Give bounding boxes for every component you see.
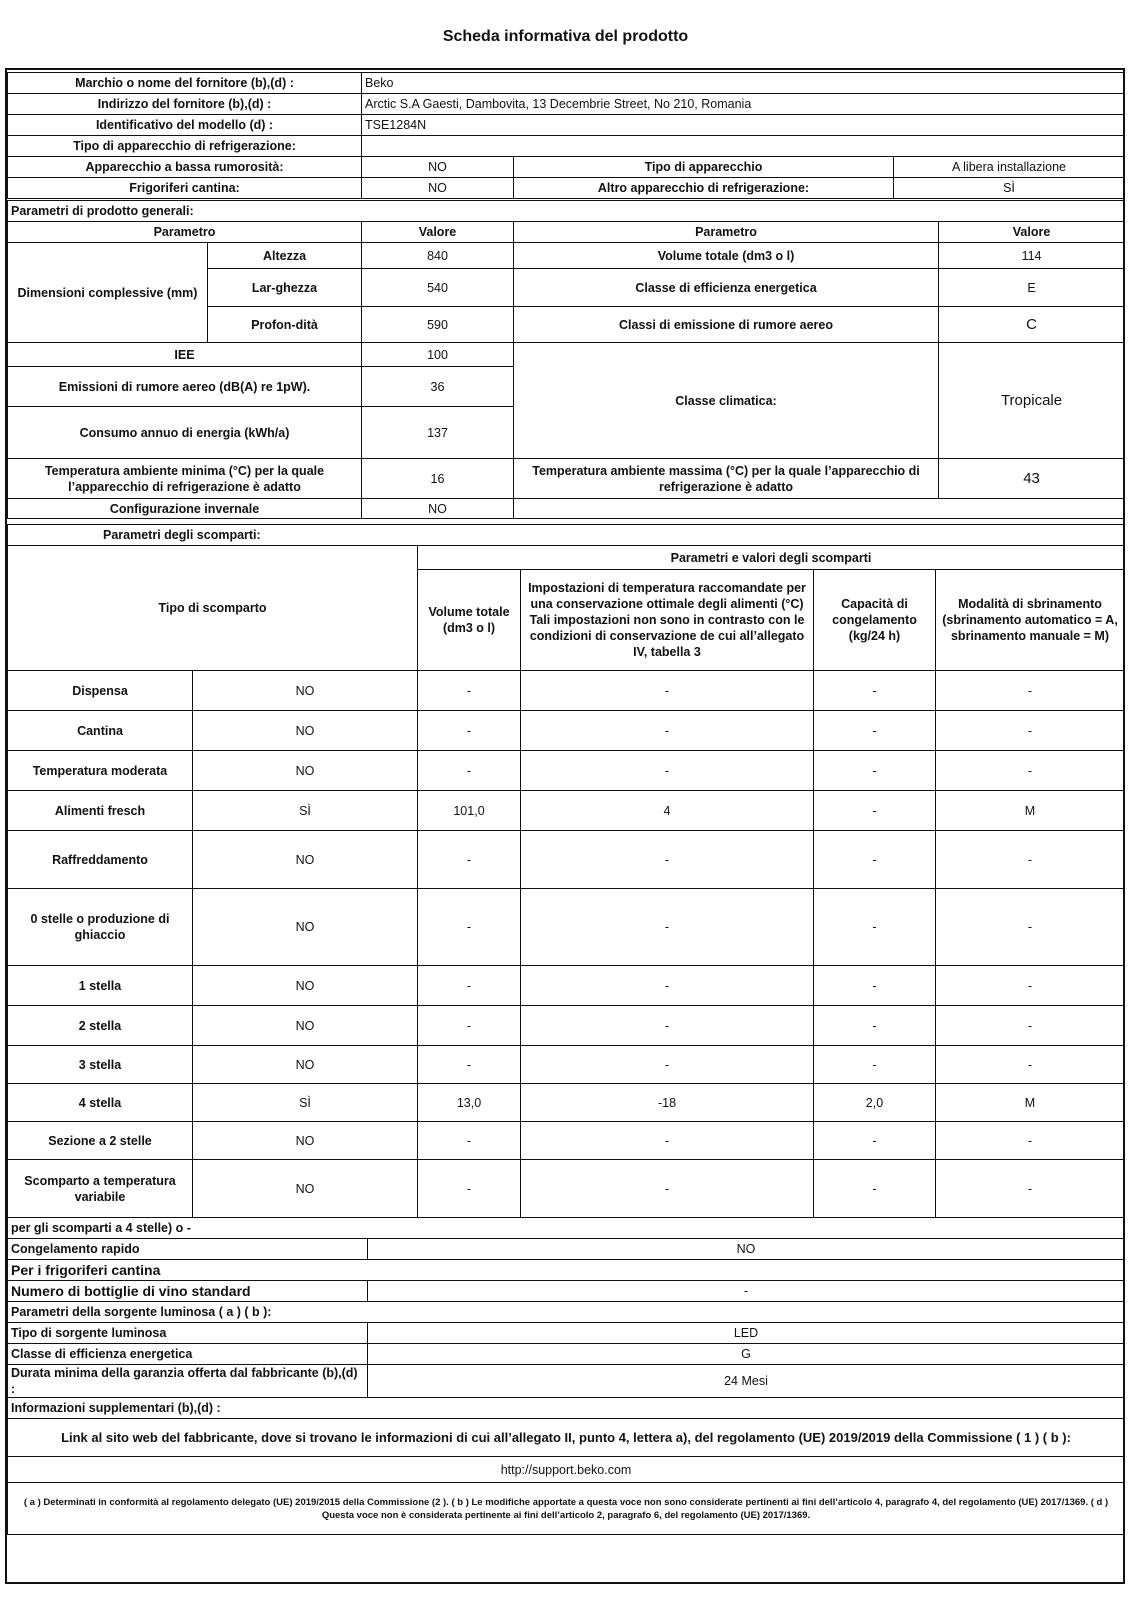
wine-value: NO — [362, 178, 514, 199]
col-value-header-2: Valore — [939, 222, 1125, 243]
noise-value: 36 — [362, 367, 514, 407]
compartment-defrost: - — [936, 671, 1125, 711]
warranty-label: Durata minima della garanzia offerta dal fabbricante (b),(d) : — [8, 1365, 368, 1398]
compartment-name: Raffreddamento — [8, 831, 193, 889]
low-noise-value: NO — [362, 157, 514, 178]
compartment-volume: - — [418, 671, 521, 711]
noise-class-label: Classi di emissione di rumore aereo — [514, 307, 939, 343]
col-value-header: Valore — [362, 222, 514, 243]
compartment-present: NO — [193, 1006, 418, 1046]
compartment-volume: - — [418, 1122, 521, 1160]
tmin-label: Temperatura ambiente minima (°C) per la quale l’apparecchio di refrigerazione è adatto — [8, 459, 362, 499]
address-value: Arctic S.A Gaesti, Dambovita, 13 Decembrie Street, No 210, Romania — [362, 94, 1125, 115]
compartment-row — [8, 831, 1125, 889]
compartment-volume: - — [418, 889, 521, 966]
compartment-temp: -18 — [521, 1084, 814, 1122]
compartment-name: Scomparto a temperatura variabile — [8, 1160, 193, 1218]
compartment-freeze: - — [814, 1122, 936, 1160]
light-type-label: Tipo di sorgente luminosa — [8, 1323, 368, 1344]
compartments-table — [7, 524, 1125, 1218]
compartment-volume: - — [418, 966, 521, 1006]
climate-label: Classe climatica: — [514, 343, 939, 459]
compartment-freeze: - — [814, 831, 936, 889]
compartment-temp: - — [521, 1006, 814, 1046]
compartment-row — [8, 1006, 1125, 1046]
compartment-freeze: 2,0 — [814, 1084, 936, 1122]
tmax-value: 43 — [939, 459, 1125, 499]
address-label: Indirizzo del fornitore (b),(d) : — [8, 94, 362, 115]
extra-label: Informazioni supplementari (b),(d) : — [8, 1398, 1125, 1419]
dims-label: Dimensioni complessive (mm) — [8, 243, 208, 343]
compartment-temp: - — [521, 966, 814, 1006]
total-volume-label: Volume totale (dm3 o l) — [514, 243, 939, 269]
winter-value: NO — [362, 499, 514, 519]
warranty-value: 24 Mesi — [368, 1365, 1125, 1398]
compartment-volume: - — [418, 831, 521, 889]
compartment-freeze: - — [814, 1006, 936, 1046]
compartment-defrost: - — [936, 751, 1125, 791]
general-section-label: Parametri di prodotto generali: — [8, 201, 1125, 222]
compartment-row — [8, 711, 1125, 751]
compartment-row — [8, 751, 1125, 791]
tmin-value: 16 — [362, 459, 514, 499]
supplier-label: Marchio o nome del fornitore (b),(d) : — [8, 73, 362, 94]
compartment-name: Sezione a 2 stelle — [8, 1122, 193, 1160]
compartment-temp: - — [521, 1160, 814, 1218]
col-defrost-header: Modalità di sbrinamento (sbrinamento automatico = A, sbrinamento manuale = M) — [936, 570, 1125, 671]
compartment-name: Cantina — [8, 711, 193, 751]
compartment-row — [8, 791, 1125, 831]
compartment-present: NO — [193, 751, 418, 791]
type-value — [362, 136, 1125, 157]
light-class-value: G — [368, 1344, 1125, 1365]
model-label: Identificativo del modello (d) : — [8, 115, 362, 136]
width-value: 540 — [362, 269, 514, 307]
winter-empty — [514, 499, 1125, 519]
link-label: Link al sito web del fabbricante, dove si trovano le informazioni di cui all’allegato II, punto 4, lettera a), del regolamento (UE) 2019/2019 della Commissione ( 1 ) ( b ): — [8, 1419, 1125, 1457]
compartment-name: Dispensa — [8, 671, 193, 711]
eei-label: IEE — [8, 343, 362, 367]
compartment-row — [8, 966, 1125, 1006]
height-value: 840 — [362, 243, 514, 269]
compartment-name: 4 stella — [8, 1084, 193, 1122]
page-title: Scheda informativa del prodotto — [442, 28, 689, 45]
compartment-present: NO — [193, 1046, 418, 1084]
compartment-temp: - — [521, 831, 814, 889]
compartment-present: NO — [193, 1122, 418, 1160]
compartment-defrost: - — [936, 1122, 1125, 1160]
compartment-freeze: - — [814, 889, 936, 966]
light-type-value: LED — [368, 1323, 1125, 1344]
appliance-type-value: A libera installazione — [894, 157, 1125, 178]
compartment-temp: - — [521, 1046, 814, 1084]
compartment-present: NO — [193, 711, 418, 751]
compartment-defrost: - — [936, 1006, 1125, 1046]
fast-freeze-label: Congelamento rapido — [8, 1239, 368, 1260]
compartment-row — [8, 1084, 1125, 1122]
noise-class-value: C — [939, 307, 1125, 343]
light-params-label: Parametri della sorgente luminosa ( a ) ( b ): — [8, 1302, 1125, 1323]
depth-value: 590 — [362, 307, 514, 343]
compartment-defrost: - — [936, 1160, 1125, 1218]
depth-label: Profon-dità — [208, 307, 362, 343]
compartment-name: 2 stella — [8, 1006, 193, 1046]
compartment-row — [8, 889, 1125, 966]
col-freeze-header: Capacità di congelamento (kg/24 h) — [814, 570, 936, 671]
compartments-body — [8, 671, 1125, 1218]
compartment-defrost: - — [936, 1046, 1125, 1084]
supplier-value: Beko — [362, 73, 1125, 94]
compartments-section-label: Parametri degli scomparti: — [8, 525, 1125, 546]
compartment-freeze: - — [814, 966, 936, 1006]
compartment-present: NO — [193, 831, 418, 889]
energy-label: Consumo annuo di energia (kWh/a) — [8, 407, 362, 459]
climate-value: Tropicale — [939, 343, 1125, 459]
compartment-defrost: M — [936, 1084, 1125, 1122]
compartment-volume: - — [418, 711, 521, 751]
bottom-table — [7, 1217, 1125, 1535]
total-volume-value: 114 — [939, 243, 1125, 269]
compartment-temp: 4 — [521, 791, 814, 831]
width-label: Lar-ghezza — [208, 269, 362, 307]
compartment-row — [8, 671, 1125, 711]
winter-label: Configurazione invernale — [8, 499, 362, 519]
compartment-volume: - — [418, 1046, 521, 1084]
energy-class-label: Classe di efficienza energetica — [514, 269, 939, 307]
appliance-type-label: Tipo di apparecchio — [514, 157, 894, 178]
compartment-row — [8, 1046, 1125, 1084]
col-temp-header: Impostazioni di temperatura raccomandate per una conservazione ottimale degli alimenti (°C) Tali impostazioni non sono in contrasto con le condizioni di conservazione de cui all’allegato IV, tabella 3 — [521, 570, 814, 671]
compartment-name: Temperatura moderata — [8, 751, 193, 791]
compartment-name: 3 stella — [8, 1046, 193, 1084]
compartment-defrost: - — [936, 711, 1125, 751]
four-star-label: per gli scomparti a 4 stelle) o - — [8, 1218, 1125, 1239]
compartment-name: 0 stelle o produzione di ghiaccio — [8, 889, 193, 966]
link-value[interactable]: http://support.beko.com — [8, 1457, 1125, 1483]
header-table — [7, 72, 1125, 199]
compartment-present: SÌ — [193, 1084, 418, 1122]
compartment-present: NO — [193, 671, 418, 711]
compartment-freeze: - — [814, 711, 936, 751]
compartment-volume: - — [418, 1006, 521, 1046]
other-label: Altro apparecchio di refrigerazione: — [514, 178, 894, 199]
energy-class-value: E — [939, 269, 1125, 307]
compartment-present: NO — [193, 966, 418, 1006]
other-value: SÌ — [894, 178, 1125, 199]
energy-value: 137 — [362, 407, 514, 459]
wine-label: Frigoriferi cantina: — [8, 178, 362, 199]
fast-freeze-value: NO — [368, 1239, 1125, 1260]
compartment-temp: - — [521, 671, 814, 711]
compartment-volume: 13,0 — [418, 1084, 521, 1122]
compartment-name: 1 stella — [8, 966, 193, 1006]
compartment-defrost: - — [936, 831, 1125, 889]
type-header: Tipo di scomparto — [8, 546, 418, 671]
compartment-name: Alimenti fresch — [8, 791, 193, 831]
params-header: Parametri e valori degli scomparti — [418, 546, 1125, 570]
compartment-present: SÌ — [193, 791, 418, 831]
bottles-value: - — [368, 1281, 1125, 1302]
compartment-freeze: - — [814, 1160, 936, 1218]
type-label: Tipo di apparecchio di refrigerazione: — [8, 136, 362, 157]
col-param-header-2: Parametro — [514, 222, 939, 243]
compartment-freeze: - — [814, 1046, 936, 1084]
col-volume-header: Volume totale (dm3 o l) — [418, 570, 521, 671]
compartment-volume: - — [418, 751, 521, 791]
compartment-freeze: - — [814, 791, 936, 831]
compartment-temp: - — [521, 751, 814, 791]
compartment-defrost: M — [936, 791, 1125, 831]
compartment-row — [8, 1122, 1125, 1160]
tmax-label: Temperatura ambiente massima (°C) per la quale l’apparecchio di refrigerazione è adatto — [514, 459, 939, 499]
compartment-temp: - — [521, 889, 814, 966]
wine-fridge-label: Per i frigoriferi cantina — [8, 1260, 1125, 1281]
eei-value: 100 — [362, 343, 514, 367]
compartment-temp: - — [521, 1122, 814, 1160]
low-noise-label: Apparecchio a bassa rumorosità: — [8, 157, 362, 178]
col-param-header: Parametro — [8, 222, 362, 243]
light-class-label: Classe di efficienza energetica — [8, 1344, 368, 1365]
height-label: Altezza — [208, 243, 362, 269]
compartment-freeze: - — [814, 751, 936, 791]
general-table — [7, 200, 1125, 519]
compartment-defrost: - — [936, 889, 1125, 966]
compartment-freeze: - — [814, 671, 936, 711]
compartment-temp: - — [521, 711, 814, 751]
compartment-defrost: - — [936, 966, 1125, 1006]
compartment-row — [8, 1160, 1125, 1218]
model-value: TSE1284N — [362, 115, 1125, 136]
compartment-volume: 101,0 — [418, 791, 521, 831]
footnote: ( a ) Determinati in conformità al regolamento delegato (UE) 2019/2015 della Commissione (2 ). ( b ) Le modifiche apportate a questa voce non sono considerate pertinenti ai fini dell’articolo 4, paragrafo 4, del regolamento (UE) 2017/1369. ( d ) Questa voce non è considerata pertinente ai fini dell’articolo 2, paragrafo 6, del regolamento (UE) 2017/1369. — [8, 1483, 1125, 1535]
compartment-present: NO — [193, 889, 418, 966]
noise-label: Emissioni di rumore aereo (dB(A) re 1pW). — [8, 367, 362, 407]
bottles-label: Numero di bottiglie di vino standard — [8, 1281, 368, 1302]
compartment-present: NO — [193, 1160, 418, 1218]
compartment-volume: - — [418, 1160, 521, 1218]
